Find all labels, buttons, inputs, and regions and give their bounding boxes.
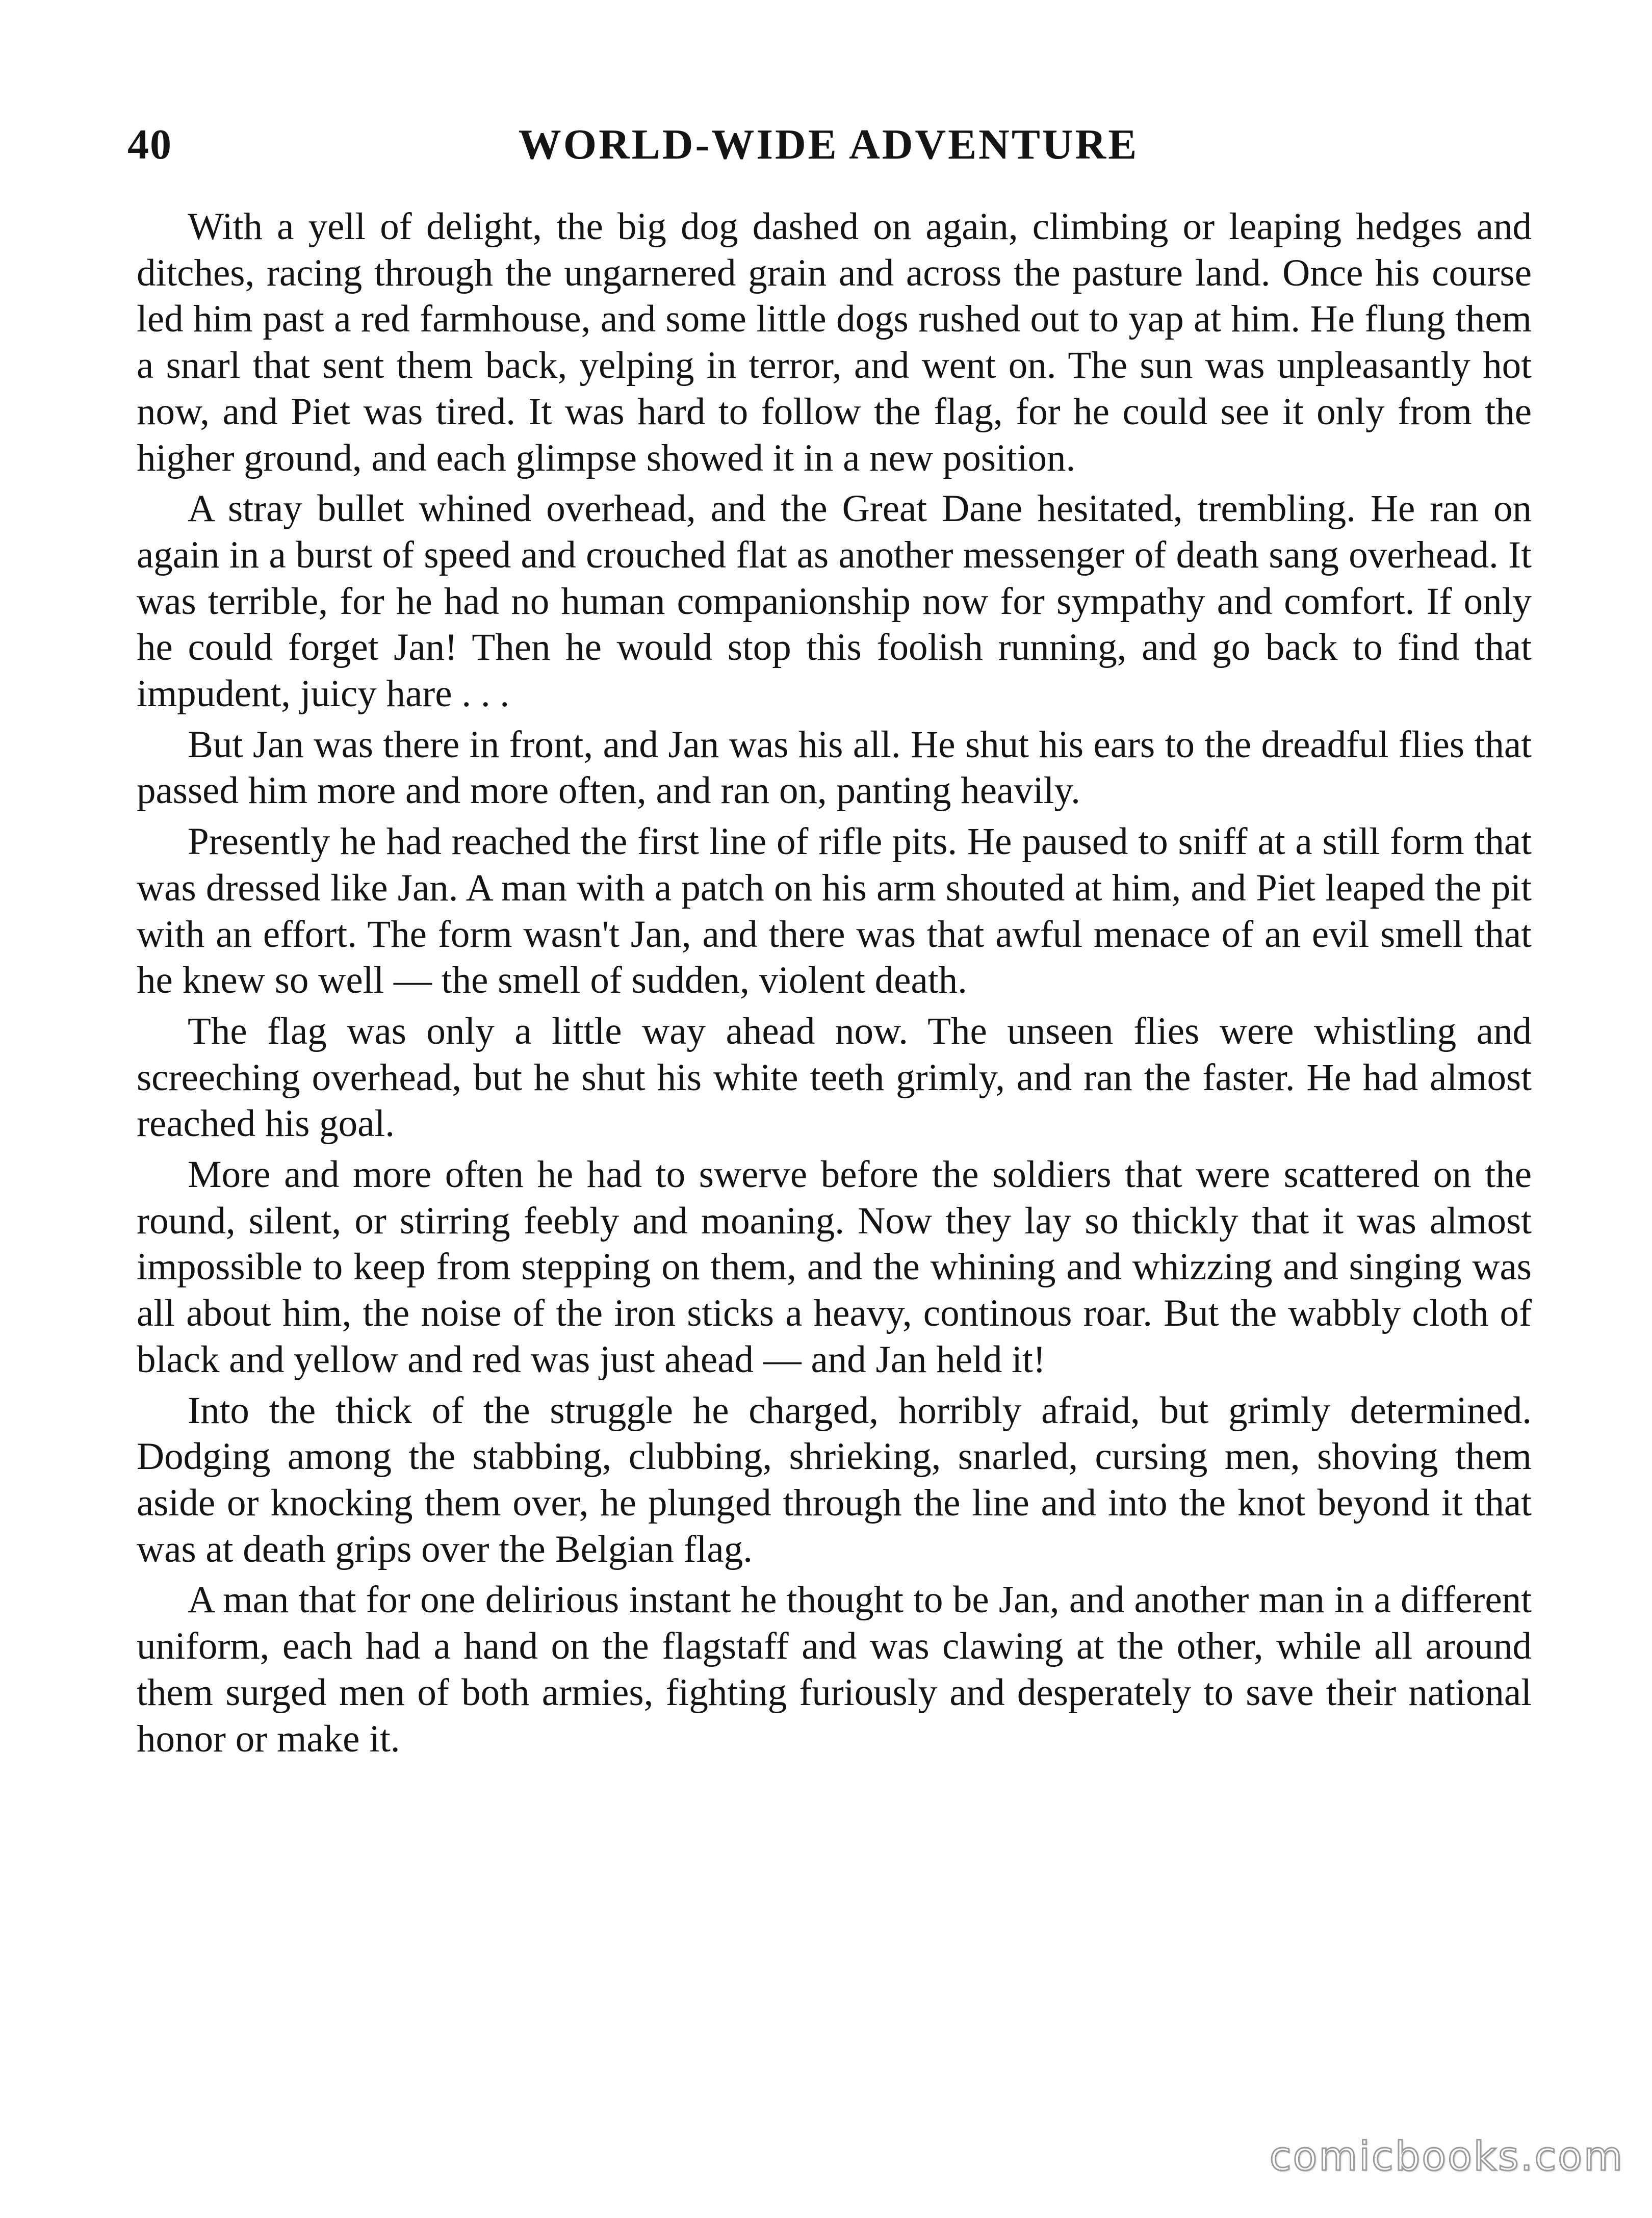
paragraph-8: A man that for one delirious instant he thought to be Jan, and another man in a different uniform, each had a hand on the flagstaff and was clawing at the other, while all around them surged men of both armies, fighting furiously and desperately to save their national honor or make it.	[137, 1579, 1532, 1760]
paragraph-4: Presently he had reached the first line of rifle pits. He paused to sniff at a still form that was dressed like Jan. A man with a patch on his arm shouted at him, and Piet leaped the pit with an effort. The form wasn't Jan, and there was that awful menace of an evil smell that he knew so well — the smell of sudden, violent death.	[137, 820, 1532, 1002]
site-watermark: comicbooks.com	[1269, 2134, 1624, 2180]
paragraph-6: More and more often he had to swerve before the soldiers that were scattered on the round, silent, or stirring feebly and moaning. Now they lay so thickly that it was almost impossible to keep from stepping on them, and the whining and whizzing and singing was all about him, the noise of the iron sticks a heavy, continous roar. But the wabbly cloth of black and yellow and red was just ahead — and Jan held it!	[137, 1153, 1532, 1381]
paragraph-3: But Jan was there in front, and Jan was his all. He shut his ears to the dreadful flies that passed him more and more often, and ran on, panting heavily.	[137, 723, 1532, 812]
body-text	[137, 204, 1532, 1767]
paragraph-1: With a yell of delight, the big dog dashed on again, climbing or leaping hedges and ditches, racing through the ungarnered grain and across the pasture land. Once his course led him past a red farmhouse, and some little dogs rushed out to yap at him. He flung them a snarl that sent them back, yelping in terror, and went on. The sun was unpleasantly hot now, and Piet was tired. It was hard to follow the flag, for he could see it only from the higher ground, and each glimpse showed it in a new position.	[137, 205, 1532, 479]
book-title: WORLD-WIDE ADVENTURE	[518, 121, 1139, 168]
paragraph-2: A stray bullet whined overhead, and the Great Dane hesitated, trembling. He ran on again in a burst of speed and crouched flat as another messenger of death sang overhead. It was terrible, for he had no human companionship now for sympathy and comfort. If only he could forget Jan! Then he would stop this foolish running, and go back to find that impudent, juicy hare . . .	[137, 487, 1532, 715]
running-head	[127, 120, 1530, 176]
paragraph-5: The flag was only a little way ahead now. The unseen flies were whistling and screeching overhead, but he shut his white teeth grimly, and ran the faster. He had almost reached his goal.	[137, 1010, 1532, 1145]
paragraph-7: Into the thick of the struggle he charged, horribly afraid, but grimly determined. Dodging among the stabbing, clubbing, shrieking, snarled, cursing men, shoving them aside or knocking them over, he plunged through the line and into the knot beyond it that was at death grips over the Belgian flag.	[137, 1389, 1532, 1570]
page-number: 40	[127, 121, 172, 168]
